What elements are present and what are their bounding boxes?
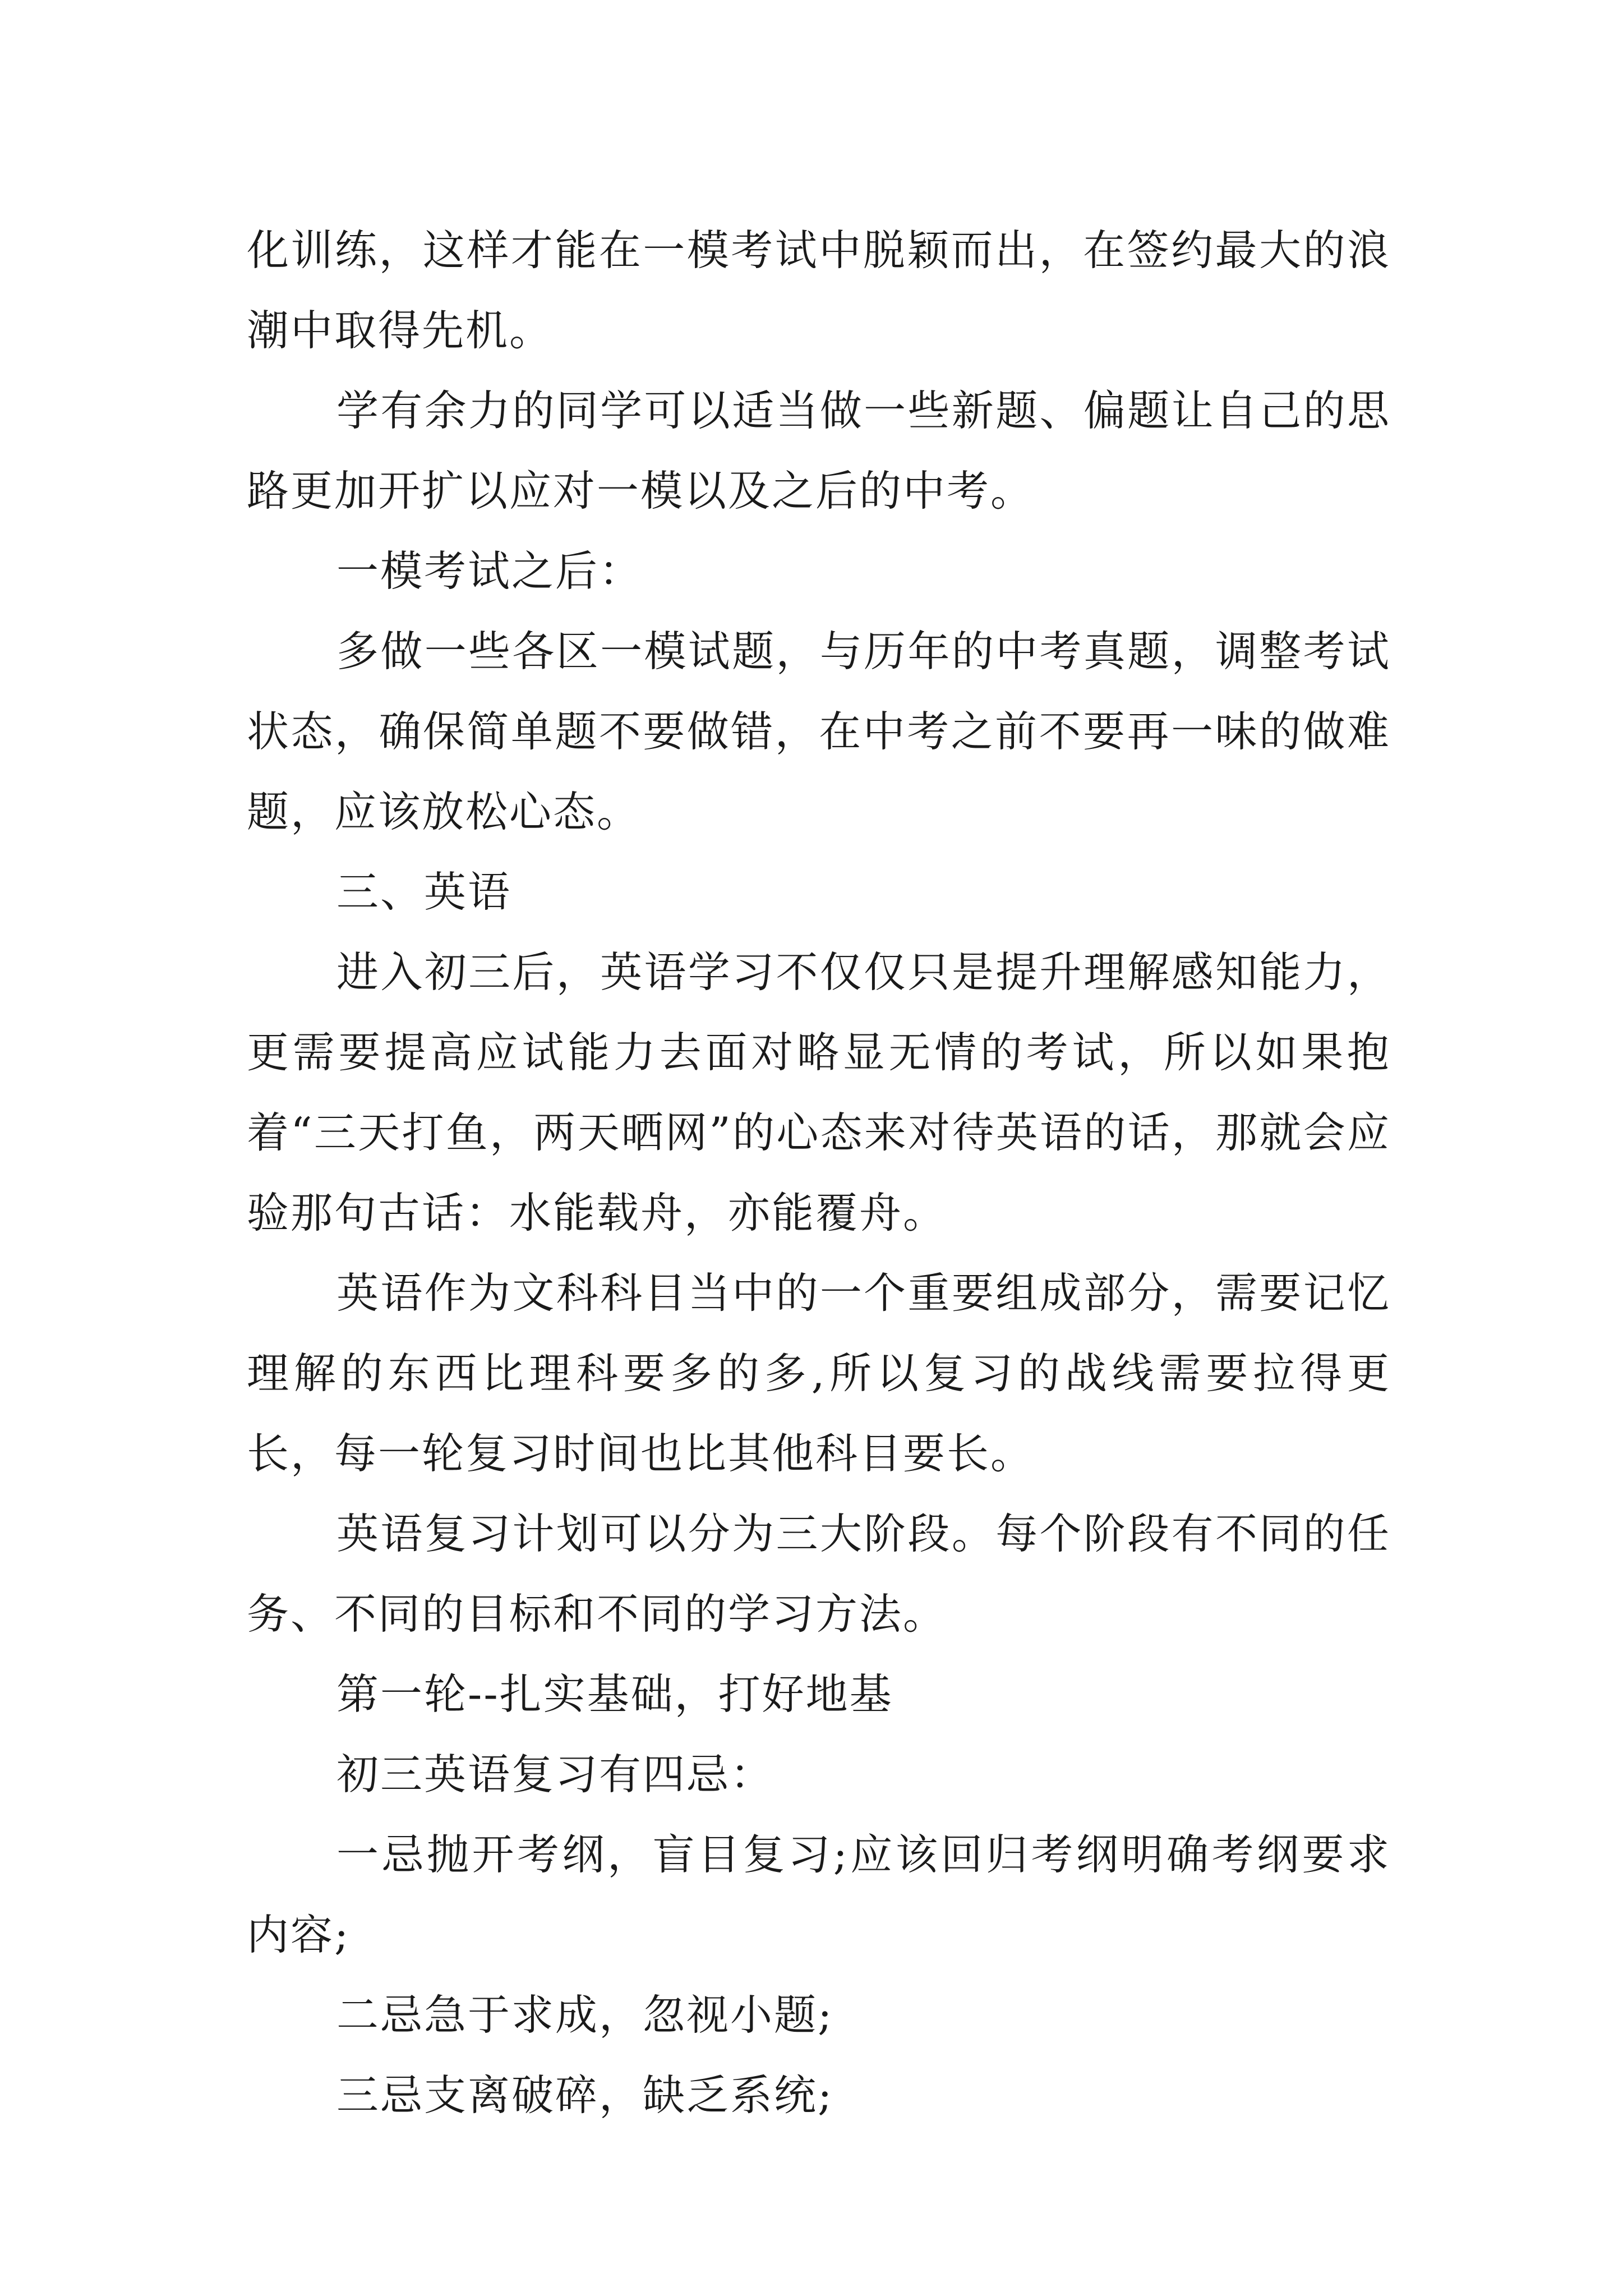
- paragraph: 学有余力的同学可以适当做一些新题、偏题让自己的思路更加开扩以应对一模以及之后的中考。: [247, 386, 1391, 516]
- paragraph: 化训练，这样才能在一模考试中脱颖而出，在签约最大的浪潮中取得先机。: [247, 226, 1391, 355]
- list-item: 三忌支离破碎，缺乏系统;: [336, 2070, 834, 2120]
- section-heading: 三、英语: [336, 867, 512, 917]
- paragraph: 英语复习计划可以分为三大阶段。每个阶段有不同的任务、不同的目标和不同的学习方法。: [247, 1509, 1391, 1639]
- list-item: 二忌急于求成，忽视小题;: [336, 1990, 834, 2040]
- paragraph: 进入初三后，英语学习不仅仅只是提升理解感知能力，更需要提高应试能力去面对略显无情的考试，所以如果抱着“三天打鱼，两天晒网”的心态来对待英语的话，那就会应验那句古话：水能载舟，亦能覆舟。: [247, 947, 1391, 1237]
- section-subheading: 一模考试之后：: [336, 546, 643, 596]
- paragraph: 多做一些各区一模试题，与历年的中考真题，调整考试状态，确保简单题不要做错，在中考之前不要再一味的做难题，应该放松心态。: [247, 627, 1391, 836]
- paragraph: 初三英语复习有四忌：: [336, 1750, 774, 1799]
- section-subheading: 第一轮--扎实基础，打好地基: [336, 1669, 893, 1719]
- paragraph: 英语作为文科科目当中的一个重要组成部分，需要记忆理解的东西比理科要多的多,所以复习的战线需要拉得更长，每一轮复习时间也比其他科目要长。: [247, 1268, 1391, 1478]
- list-item: 一忌抛开考纲，盲目复习;应该回归考纲明确考纲要求内容;: [247, 1830, 1391, 1959]
- document-body: [247, 210, 1391, 2136]
